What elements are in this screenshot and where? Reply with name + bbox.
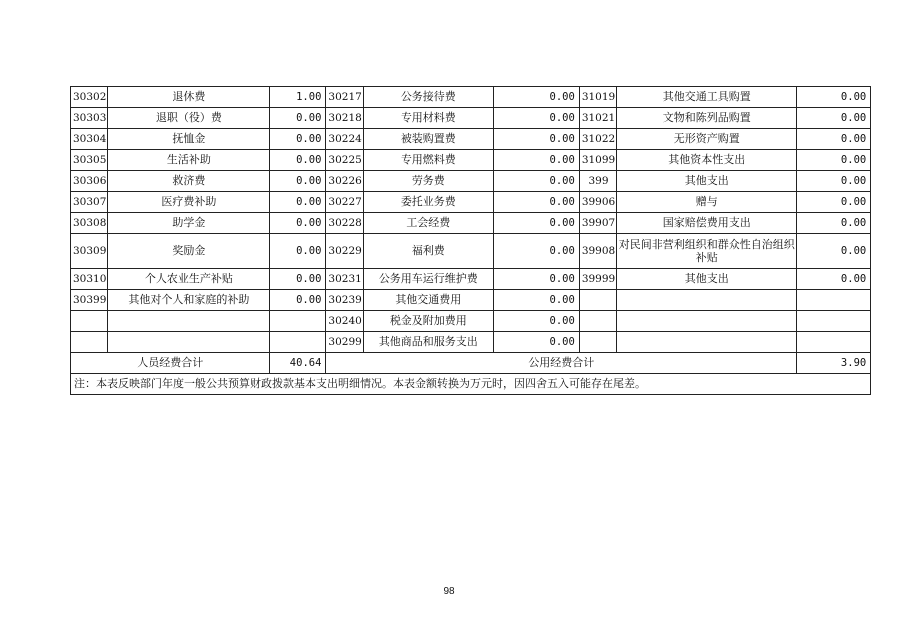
economic-code-cell [579, 311, 616, 332]
public-total-value: 3.90 [797, 353, 871, 374]
item-name-cell: 其他资本性支出 [617, 150, 797, 171]
item-name-cell: 其他交通费用 [363, 290, 493, 311]
personnel-total-value: 40.64 [270, 353, 326, 374]
amount-cell [797, 290, 871, 311]
economic-code-cell: 30309 [71, 234, 108, 269]
table-row [71, 311, 871, 332]
item-name-cell: 退休费 [108, 87, 270, 108]
table-row [71, 129, 871, 150]
economic-code-cell [71, 311, 108, 332]
amount-cell: 0.00 [270, 171, 326, 192]
amount-cell: 0.00 [493, 234, 579, 269]
amount-cell: 0.00 [797, 192, 871, 213]
economic-code-cell: 31022 [579, 129, 616, 150]
economic-code-cell: 39999 [579, 269, 616, 290]
economic-code-cell: 30229 [326, 234, 363, 269]
item-name-cell: 其他支出 [617, 171, 797, 192]
economic-code-cell: 39906 [579, 192, 616, 213]
amount-cell: 0.00 [270, 213, 326, 234]
table-row [71, 171, 871, 192]
economic-code-cell: 30225 [326, 150, 363, 171]
amount-cell: 0.00 [270, 269, 326, 290]
economic-code-cell: 30302 [71, 87, 108, 108]
item-name-cell: 对民间非营利组织和群众性自治组织补贴 [617, 234, 797, 269]
amount-cell: 0.00 [493, 213, 579, 234]
amount-cell: 0.00 [493, 129, 579, 150]
economic-code-cell: 30218 [326, 108, 363, 129]
personnel-total-label: 人员经费合计 [71, 353, 270, 374]
economic-code-cell [579, 290, 616, 311]
item-name-cell: 退职（役）费 [108, 108, 270, 129]
economic-code-cell: 30228 [326, 213, 363, 234]
economic-code-cell: 30308 [71, 213, 108, 234]
economic-code-cell: 30305 [71, 150, 108, 171]
amount-cell: 1.00 [270, 87, 326, 108]
item-name-cell [617, 311, 797, 332]
amount-cell: 0.00 [270, 150, 326, 171]
amount-cell: 0.00 [797, 234, 871, 269]
amount-cell: 0.00 [797, 129, 871, 150]
economic-code-cell: 39907 [579, 213, 616, 234]
economic-code-cell [579, 332, 616, 353]
item-name-cell: 其他支出 [617, 269, 797, 290]
item-name-cell: 福利费 [363, 234, 493, 269]
item-name-cell: 救济费 [108, 171, 270, 192]
amount-cell: 0.00 [493, 269, 579, 290]
amount-cell [797, 332, 871, 353]
economic-code-cell: 30217 [326, 87, 363, 108]
amount-cell: 0.00 [493, 108, 579, 129]
amount-cell: 0.00 [270, 234, 326, 269]
economic-code-cell: 30240 [326, 311, 363, 332]
amount-cell: 0.00 [493, 311, 579, 332]
table-row [71, 213, 871, 234]
economic-code-cell [71, 332, 108, 353]
economic-code-cell: 30307 [71, 192, 108, 213]
amount-cell: 0.00 [270, 129, 326, 150]
item-name-cell: 奖励金 [108, 234, 270, 269]
item-name-cell: 其他对个人和家庭的补助 [108, 290, 270, 311]
economic-code-cell: 30310 [71, 269, 108, 290]
item-name-cell: 专用燃料费 [363, 150, 493, 171]
economic-code-cell: 30306 [71, 171, 108, 192]
table-row [71, 332, 871, 353]
economic-code-cell: 30231 [326, 269, 363, 290]
item-name-cell: 工会经费 [363, 213, 493, 234]
economic-code-cell: 31021 [579, 108, 616, 129]
page-number: 98 [443, 586, 455, 597]
item-name-cell: 抚恤金 [108, 129, 270, 150]
table-row [71, 234, 871, 269]
item-name-cell: 被装购置费 [363, 129, 493, 150]
table-row [71, 192, 871, 213]
item-name-cell: 助学金 [108, 213, 270, 234]
amount-cell: 0.00 [270, 108, 326, 129]
item-name-cell: 国家赔偿费用支出 [617, 213, 797, 234]
item-name-cell [108, 311, 270, 332]
economic-code-cell: 30303 [71, 108, 108, 129]
item-name-cell: 专用材料费 [363, 108, 493, 129]
item-name-cell: 医疗费补助 [108, 192, 270, 213]
economic-code-cell: 30304 [71, 129, 108, 150]
item-name-cell: 劳务费 [363, 171, 493, 192]
table-row [71, 150, 871, 171]
item-name-cell [617, 332, 797, 353]
amount-cell [270, 311, 326, 332]
item-name-cell: 其他商品和服务支出 [363, 332, 493, 353]
item-name-cell: 文物和陈列品购置 [617, 108, 797, 129]
item-name-cell [108, 332, 270, 353]
economic-code-cell: 30399 [71, 290, 108, 311]
item-name-cell [617, 290, 797, 311]
amount-cell: 0.00 [797, 150, 871, 171]
economic-code-cell: 39908 [579, 234, 616, 269]
amount-cell: 0.00 [797, 171, 871, 192]
economic-code-cell: 30239 [326, 290, 363, 311]
amount-cell: 0.00 [797, 269, 871, 290]
amount-cell: 0.00 [270, 192, 326, 213]
economic-code-cell: 30227 [326, 192, 363, 213]
expenditure-detail-table [70, 86, 871, 395]
amount-cell: 0.00 [493, 171, 579, 192]
item-name-cell: 生活补助 [108, 150, 270, 171]
table-row [71, 269, 871, 290]
item-name-cell: 公务用车运行维护费 [363, 269, 493, 290]
amount-cell [797, 311, 871, 332]
table-row [71, 290, 871, 311]
item-name-cell: 个人农业生产补贴 [108, 269, 270, 290]
table-row [71, 87, 871, 108]
amount-cell: 0.00 [493, 150, 579, 171]
amount-cell [270, 332, 326, 353]
item-name-cell: 税金及附加费用 [363, 311, 493, 332]
amount-cell: 0.00 [797, 87, 871, 108]
item-name-cell: 委托业务费 [363, 192, 493, 213]
item-name-cell: 其他交通工具购置 [617, 87, 797, 108]
amount-cell: 0.00 [493, 87, 579, 108]
item-name-cell: 赠与 [617, 192, 797, 213]
table-body [71, 87, 871, 353]
public-total-label: 公用经费合计 [326, 353, 797, 374]
table-row [71, 108, 871, 129]
economic-code-cell: 31019 [579, 87, 616, 108]
amount-cell: 0.00 [797, 108, 871, 129]
amount-cell: 0.00 [493, 192, 579, 213]
amount-cell: 0.00 [270, 290, 326, 311]
amount-cell: 0.00 [493, 290, 579, 311]
economic-code-cell: 30226 [326, 171, 363, 192]
economic-code-cell: 399 [579, 171, 616, 192]
note-row [71, 374, 871, 395]
amount-cell: 0.00 [493, 332, 579, 353]
economic-code-cell: 31099 [579, 150, 616, 171]
totals-row [71, 353, 871, 374]
item-name-cell: 无形资产购置 [617, 129, 797, 150]
item-name-cell: 公务接待费 [363, 87, 493, 108]
amount-cell: 0.00 [797, 213, 871, 234]
economic-code-cell: 30299 [326, 332, 363, 353]
economic-code-cell: 30224 [326, 129, 363, 150]
table-note: 注：本表反映部门年度一般公共预算财政拨款基本支出明细情况。本表金额转换为万元时，因四舍五入可能存在尾差。 [71, 374, 871, 395]
